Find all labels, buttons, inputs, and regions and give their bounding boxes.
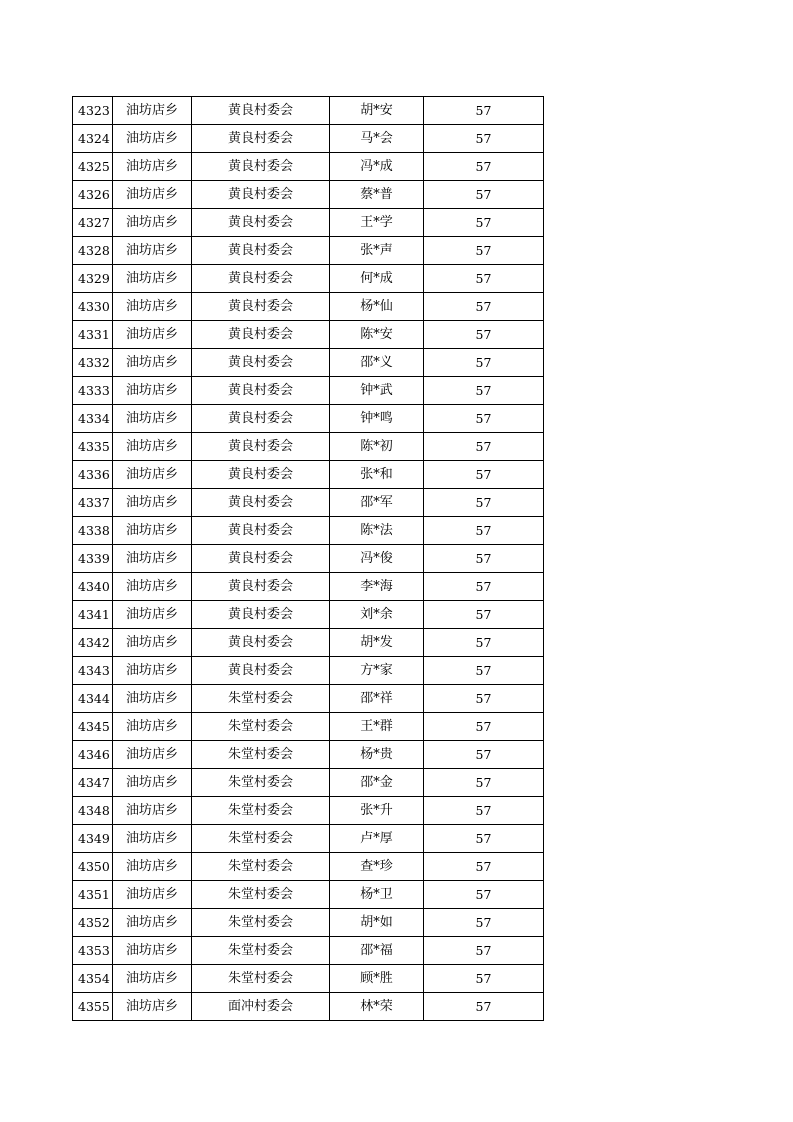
- amount-cell: 57: [424, 377, 544, 405]
- town-cell: 油坊店乡: [113, 545, 192, 573]
- village-cell: 朱堂村委会: [192, 909, 330, 937]
- town-cell: 油坊店乡: [113, 209, 192, 237]
- village-cell: 朱堂村委会: [192, 797, 330, 825]
- row-number: 4340: [73, 573, 113, 601]
- name-cell: 陈*安: [330, 321, 424, 349]
- name-cell: 林*荣: [330, 993, 424, 1021]
- table-row: [73, 657, 544, 685]
- row-number: 4348: [73, 797, 113, 825]
- name-cell: 王*学: [330, 209, 424, 237]
- row-number: 4330: [73, 293, 113, 321]
- village-cell: 朱堂村委会: [192, 825, 330, 853]
- village-cell: 朱堂村委会: [192, 965, 330, 993]
- table-row: [73, 433, 544, 461]
- amount-cell: 57: [424, 993, 544, 1021]
- amount-cell: 57: [424, 937, 544, 965]
- village-cell: 黄良村委会: [192, 97, 330, 125]
- name-cell: 杨*卫: [330, 881, 424, 909]
- row-number: 4323: [73, 97, 113, 125]
- town-cell: 油坊店乡: [113, 265, 192, 293]
- town-cell: 油坊店乡: [113, 741, 192, 769]
- table-row: [73, 181, 544, 209]
- amount-cell: 57: [424, 265, 544, 293]
- table-row: [73, 125, 544, 153]
- village-cell: 黄良村委会: [192, 489, 330, 517]
- village-cell: 朱堂村委会: [192, 937, 330, 965]
- town-cell: 油坊店乡: [113, 349, 192, 377]
- town-cell: 油坊店乡: [113, 181, 192, 209]
- amount-cell: 57: [424, 853, 544, 881]
- row-number: 4341: [73, 601, 113, 629]
- village-cell: 黄良村委会: [192, 209, 330, 237]
- table-row: [73, 769, 544, 797]
- town-cell: 油坊店乡: [113, 461, 192, 489]
- name-cell: 卢*厚: [330, 825, 424, 853]
- name-cell: 邵*义: [330, 349, 424, 377]
- table-row: [73, 881, 544, 909]
- town-cell: 油坊店乡: [113, 321, 192, 349]
- village-cell: 黄良村委会: [192, 629, 330, 657]
- name-cell: 方*家: [330, 657, 424, 685]
- village-cell: 黄良村委会: [192, 405, 330, 433]
- name-cell: 杨*贵: [330, 741, 424, 769]
- town-cell: 油坊店乡: [113, 601, 192, 629]
- village-cell: 朱堂村委会: [192, 881, 330, 909]
- amount-cell: 57: [424, 797, 544, 825]
- table-row: [73, 153, 544, 181]
- town-cell: 油坊店乡: [113, 657, 192, 685]
- village-cell: 黄良村委会: [192, 545, 330, 573]
- village-cell: 黄良村委会: [192, 657, 330, 685]
- amount-cell: 57: [424, 125, 544, 153]
- town-cell: 油坊店乡: [113, 825, 192, 853]
- row-number: 4349: [73, 825, 113, 853]
- table-row: [73, 797, 544, 825]
- row-number: 4334: [73, 405, 113, 433]
- town-cell: 油坊店乡: [113, 909, 192, 937]
- town-cell: 油坊店乡: [113, 377, 192, 405]
- row-number: 4332: [73, 349, 113, 377]
- town-cell: 油坊店乡: [113, 573, 192, 601]
- table-row: [73, 629, 544, 657]
- village-cell: 朱堂村委会: [192, 853, 330, 881]
- table-row: [73, 377, 544, 405]
- table-row: [73, 461, 544, 489]
- table-row: [73, 937, 544, 965]
- row-number: 4326: [73, 181, 113, 209]
- village-cell: 朱堂村委会: [192, 685, 330, 713]
- village-cell: 黄良村委会: [192, 433, 330, 461]
- amount-cell: 57: [424, 741, 544, 769]
- town-cell: 油坊店乡: [113, 769, 192, 797]
- town-cell: 油坊店乡: [113, 853, 192, 881]
- amount-cell: 57: [424, 97, 544, 125]
- name-cell: 顾*胜: [330, 965, 424, 993]
- name-cell: 胡*安: [330, 97, 424, 125]
- row-number: 4355: [73, 993, 113, 1021]
- village-cell: 朱堂村委会: [192, 769, 330, 797]
- table-row: [73, 601, 544, 629]
- row-number: 4329: [73, 265, 113, 293]
- name-cell: 蔡*普: [330, 181, 424, 209]
- amount-cell: 57: [424, 293, 544, 321]
- amount-cell: 57: [424, 545, 544, 573]
- table-row: [73, 265, 544, 293]
- table-row: [73, 825, 544, 853]
- table-row: [73, 209, 544, 237]
- town-cell: 油坊店乡: [113, 517, 192, 545]
- town-cell: 油坊店乡: [113, 629, 192, 657]
- amount-cell: 57: [424, 713, 544, 741]
- beneficiary-table: [72, 96, 544, 1021]
- row-number: 4354: [73, 965, 113, 993]
- village-cell: 黄良村委会: [192, 181, 330, 209]
- town-cell: 油坊店乡: [113, 293, 192, 321]
- row-number: 4331: [73, 321, 113, 349]
- town-cell: 油坊店乡: [113, 937, 192, 965]
- amount-cell: 57: [424, 657, 544, 685]
- amount-cell: 57: [424, 237, 544, 265]
- village-cell: 朱堂村委会: [192, 713, 330, 741]
- row-number: 4335: [73, 433, 113, 461]
- row-number: 4344: [73, 685, 113, 713]
- table-row: [73, 545, 544, 573]
- name-cell: 陈*初: [330, 433, 424, 461]
- row-number: 4328: [73, 237, 113, 265]
- row-number: 4327: [73, 209, 113, 237]
- town-cell: 油坊店乡: [113, 489, 192, 517]
- town-cell: 油坊店乡: [113, 797, 192, 825]
- table-row: [73, 741, 544, 769]
- name-cell: 查*珍: [330, 853, 424, 881]
- amount-cell: 57: [424, 573, 544, 601]
- name-cell: 刘*余: [330, 601, 424, 629]
- amount-cell: 57: [424, 517, 544, 545]
- name-cell: 冯*成: [330, 153, 424, 181]
- row-number: 4350: [73, 853, 113, 881]
- town-cell: 油坊店乡: [113, 685, 192, 713]
- row-number: 4351: [73, 881, 113, 909]
- name-cell: 王*群: [330, 713, 424, 741]
- village-cell: 黄良村委会: [192, 321, 330, 349]
- row-number: 4343: [73, 657, 113, 685]
- table-row: [73, 713, 544, 741]
- table-body: [73, 97, 544, 1021]
- table-row: [73, 573, 544, 601]
- row-number: 4338: [73, 517, 113, 545]
- name-cell: 邵*金: [330, 769, 424, 797]
- name-cell: 陈*法: [330, 517, 424, 545]
- name-cell: 邵*福: [330, 937, 424, 965]
- name-cell: 张*和: [330, 461, 424, 489]
- amount-cell: 57: [424, 909, 544, 937]
- name-cell: 张*声: [330, 237, 424, 265]
- row-number: 4337: [73, 489, 113, 517]
- amount-cell: 57: [424, 209, 544, 237]
- amount-cell: 57: [424, 825, 544, 853]
- amount-cell: 57: [424, 321, 544, 349]
- village-cell: 黄良村委会: [192, 573, 330, 601]
- name-cell: 钟*武: [330, 377, 424, 405]
- row-number: 4339: [73, 545, 113, 573]
- village-cell: 黄良村委会: [192, 349, 330, 377]
- row-number: 4342: [73, 629, 113, 657]
- table-row: [73, 405, 544, 433]
- row-number: 4325: [73, 153, 113, 181]
- town-cell: 油坊店乡: [113, 433, 192, 461]
- amount-cell: 57: [424, 181, 544, 209]
- name-cell: 胡*发: [330, 629, 424, 657]
- row-number: 4324: [73, 125, 113, 153]
- village-cell: 面冲村委会: [192, 993, 330, 1021]
- row-number: 4333: [73, 377, 113, 405]
- town-cell: 油坊店乡: [113, 97, 192, 125]
- name-cell: 钟*鸣: [330, 405, 424, 433]
- town-cell: 油坊店乡: [113, 993, 192, 1021]
- row-number: 4353: [73, 937, 113, 965]
- table-row: [73, 97, 544, 125]
- table-row: [73, 293, 544, 321]
- table-row: [73, 965, 544, 993]
- amount-cell: 57: [424, 405, 544, 433]
- amount-cell: 57: [424, 489, 544, 517]
- village-cell: 朱堂村委会: [192, 741, 330, 769]
- amount-cell: 57: [424, 881, 544, 909]
- amount-cell: 57: [424, 433, 544, 461]
- amount-cell: 57: [424, 601, 544, 629]
- village-cell: 黄良村委会: [192, 237, 330, 265]
- town-cell: 油坊店乡: [113, 237, 192, 265]
- name-cell: 冯*俊: [330, 545, 424, 573]
- amount-cell: 57: [424, 769, 544, 797]
- name-cell: 何*成: [330, 265, 424, 293]
- amount-cell: 57: [424, 629, 544, 657]
- table-row: [73, 237, 544, 265]
- town-cell: 油坊店乡: [113, 881, 192, 909]
- village-cell: 黄良村委会: [192, 601, 330, 629]
- name-cell: 邵*军: [330, 489, 424, 517]
- row-number: 4347: [73, 769, 113, 797]
- amount-cell: 57: [424, 153, 544, 181]
- table-row: [73, 993, 544, 1021]
- village-cell: 黄良村委会: [192, 377, 330, 405]
- name-cell: 马*会: [330, 125, 424, 153]
- town-cell: 油坊店乡: [113, 125, 192, 153]
- row-number: 4346: [73, 741, 113, 769]
- name-cell: 胡*如: [330, 909, 424, 937]
- row-number: 4352: [73, 909, 113, 937]
- village-cell: 黄良村委会: [192, 293, 330, 321]
- town-cell: 油坊店乡: [113, 965, 192, 993]
- table-row: [73, 909, 544, 937]
- amount-cell: 57: [424, 965, 544, 993]
- name-cell: 邵*祥: [330, 685, 424, 713]
- town-cell: 油坊店乡: [113, 713, 192, 741]
- amount-cell: 57: [424, 685, 544, 713]
- table-row: [73, 321, 544, 349]
- village-cell: 黄良村委会: [192, 265, 330, 293]
- town-cell: 油坊店乡: [113, 405, 192, 433]
- amount-cell: 57: [424, 461, 544, 489]
- town-cell: 油坊店乡: [113, 153, 192, 181]
- table-row: [73, 489, 544, 517]
- amount-cell: 57: [424, 349, 544, 377]
- name-cell: 李*海: [330, 573, 424, 601]
- table-row: [73, 853, 544, 881]
- village-cell: 黄良村委会: [192, 461, 330, 489]
- village-cell: 黄良村委会: [192, 125, 330, 153]
- row-number: 4345: [73, 713, 113, 741]
- village-cell: 黄良村委会: [192, 517, 330, 545]
- name-cell: 张*升: [330, 797, 424, 825]
- table-row: [73, 349, 544, 377]
- row-number: 4336: [73, 461, 113, 489]
- table-row: [73, 685, 544, 713]
- village-cell: 黄良村委会: [192, 153, 330, 181]
- name-cell: 杨*仙: [330, 293, 424, 321]
- table-row: [73, 517, 544, 545]
